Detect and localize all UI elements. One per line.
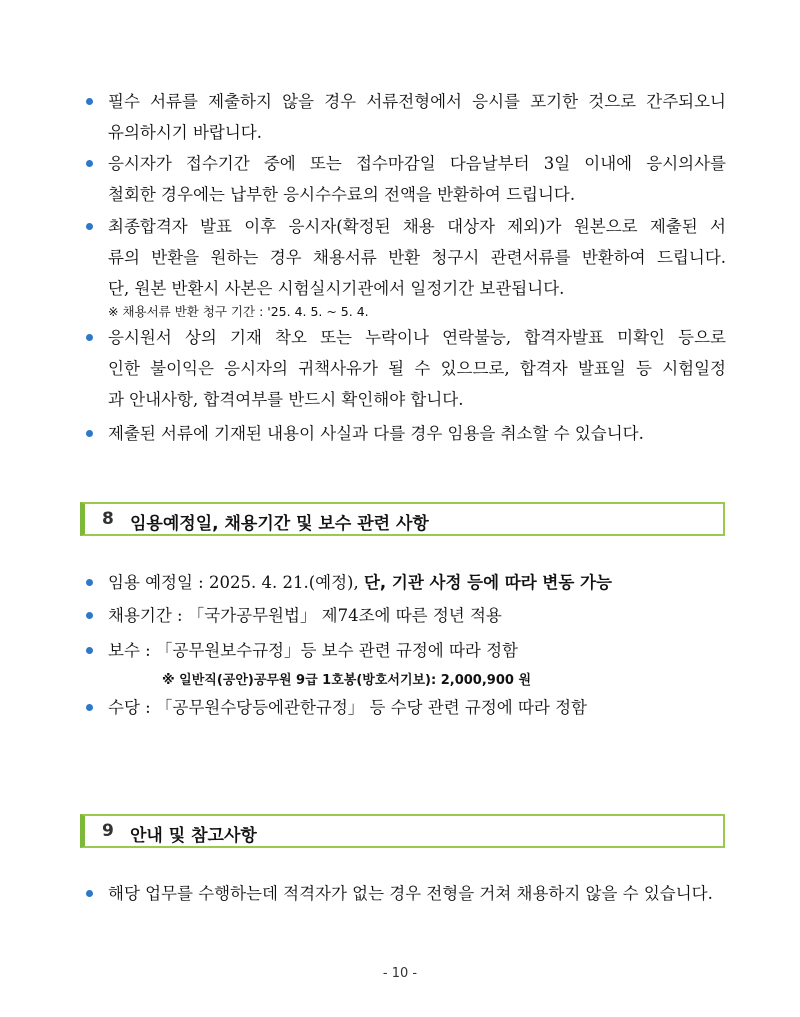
notice-item-2-line-1: 응시자가 접수기간 중에 또는 접수마감일 다음날부터 3일 이내에 응시의사를 [108,154,726,173]
bullet-icon [86,334,93,341]
appointment-date-condition: 단, 기관 사정 등에 따라 변동 가능 [363,573,612,592]
allowance-text: 수당 : 「공무원수당등에관한규정」 등 수당 관련 규정에 따라 정함 [108,698,587,717]
section-8-header [80,502,725,536]
notice-item-1-line-1: 필수 서류를 제출하지 않을 경우 서류전형에서 응시를 포기한 것으로 간주되오니 [108,92,726,111]
reference-item-1-text: 해당 업무를 수행하는데 적격자가 없는 경우 전형을 거쳐 채용하지 않을 수 있습니다. [108,884,713,903]
bullet-icon [86,160,93,167]
bullet-icon [86,98,93,105]
employment-period-text: 채용기간 : 「국가공무원법」 제74조에 따른 정년 적용 [108,606,502,625]
bullet-icon [86,647,93,654]
bullet-icon [86,890,93,897]
notice-item-3 [86,211,726,304]
notice-item-3-line-2: 류의 반환을 원하는 경우 채용서류 반환 청구시 관련서류를 반환하여 드립니다. [108,248,726,267]
bullet-icon [86,704,93,711]
bullet-icon [86,430,93,437]
notice-item-1-line-2: 유의하시기 바랍니다. [108,123,262,142]
notice-item-1 [86,86,726,148]
employment-period-item [86,600,726,631]
appointment-date-line [86,567,726,598]
page-number: - 10 - [382,966,418,981]
section-8-title: 임용예정일, 채용기간 및 보수 관련 사항 [130,514,429,534]
notice-item-4 [86,322,726,415]
return-period-note: ※ 채용서류 반환 청구 기간 : '25. 4. 5. ~ 5. 4. [108,304,369,319]
reference-item-1 [86,878,726,909]
salary-text: 보수 : 「공무원보수규정」등 보수 관련 규정에 따라 정함 [108,641,518,660]
notice-item-2 [86,148,726,210]
notice-item-2-line-2: 철회한 경우에는 납부한 응시수수료의 전액을 반환하여 드립니다. [108,185,576,204]
notice-item-4-line-2: 인한 불이익은 응시자의 귀책사유가 될 수 있으므로, 합격자 발표일 등 시험일정 [108,359,726,378]
bullet-icon [86,579,93,586]
notice-item-3-line-3: 단, 원본 반환시 사본은 시험실시기관에서 일정기간 보관됩니다. [108,279,565,298]
appointment-date-item [86,567,726,598]
salary-item [86,635,726,666]
notice-item-5 [86,418,726,449]
allowance-item [86,692,726,723]
section-9-title: 안내 및 참고사항 [130,826,257,846]
section-9-header [80,814,725,848]
notice-item-5-line-1: 제출된 서류에 기재된 내용이 사실과 다를 경우 임용을 취소할 수 있습니다. [108,424,644,443]
bullet-icon [86,612,93,619]
section-8-number: 8 [102,509,114,529]
notice-item-4-line-3: 과 안내사항, 합격여부를 반드시 확인해야 합니다. [108,390,464,409]
appointment-date-text: 임용 예정일 : 2025. 4. 21.(예정), [108,573,364,592]
salary-note: ※ 일반직(공안)공무원 9급 1호봉(방호서기보): 2,000,900 원 [162,673,532,688]
section-9-number: 9 [102,821,114,841]
bullet-icon [86,223,93,230]
notice-item-4-line-1: 응시원서 상의 기재 착오 또는 누락이나 연락불능, 합격자발표 미확인 등으로 [108,328,726,347]
notice-item-3-line-1: 최종합격자 발표 이후 응시자(확정된 채용 대상자 제외)가 원본으로 제출된 서 [108,217,726,236]
